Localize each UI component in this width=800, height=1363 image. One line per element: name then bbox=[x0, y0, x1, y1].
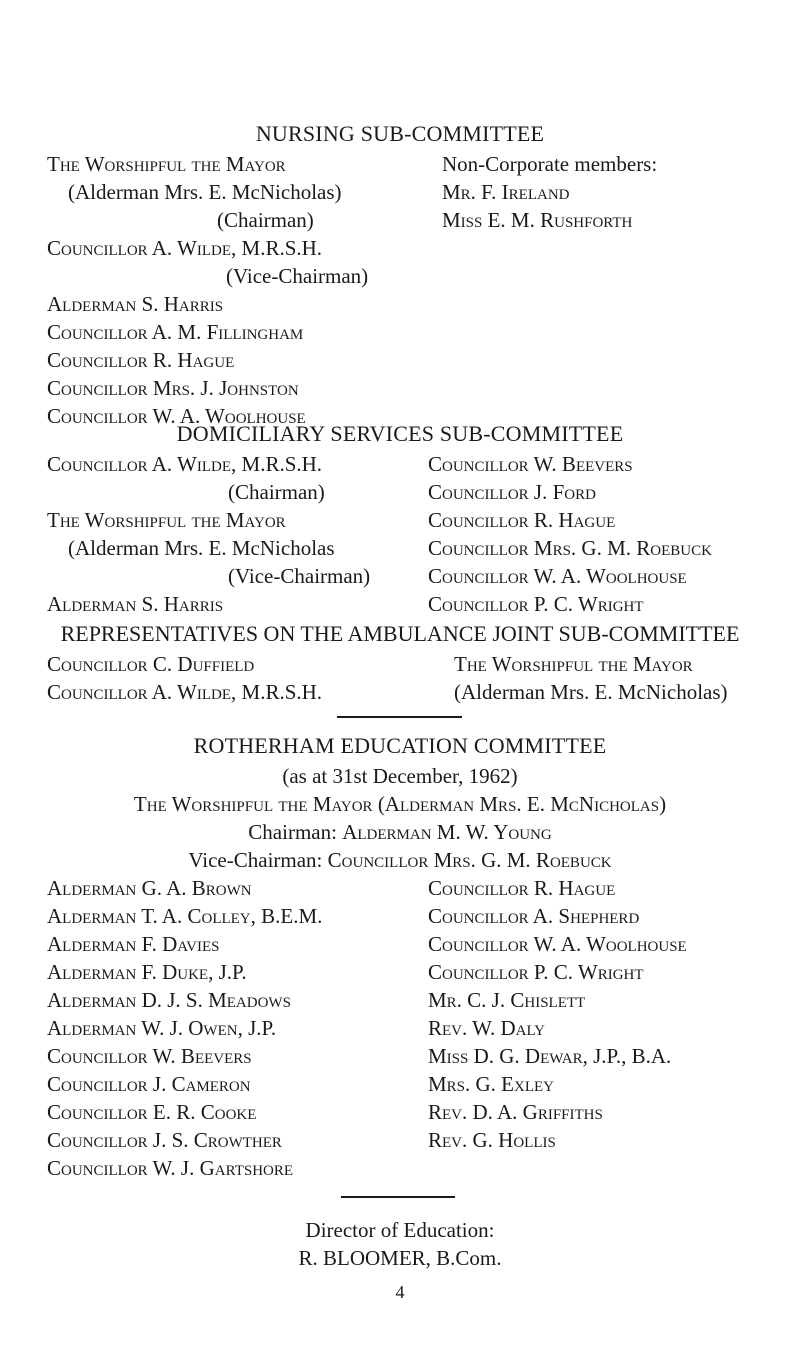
education-vice-chairman-line bbox=[0, 846, 800, 874]
education-member: Mr. C. J. Chislett bbox=[428, 988, 586, 1012]
ambulance-member: Councillor C. Duffield bbox=[47, 652, 255, 676]
domiciliary-role: (Chairman) bbox=[228, 480, 325, 504]
education-member: Councillor E. R. Cooke bbox=[47, 1100, 257, 1124]
non-corporate-label: Non-Corporate members: bbox=[442, 152, 658, 176]
nursing-member: Councillor A. Wilde, M.R.S.H. bbox=[47, 236, 323, 260]
education-member: Mrs. G. Exley bbox=[428, 1072, 555, 1096]
nursing-member-note: (Alderman Mrs. E. McNicholas) bbox=[68, 180, 342, 204]
nursing-heading: NURSING SUB-COMMITTEE bbox=[255, 121, 545, 146]
education-member: Alderman F. Duke, J.P. bbox=[47, 960, 247, 984]
domiciliary-member: Councillor J. Ford bbox=[428, 480, 596, 504]
education-vice-name: Councillor Mrs. G. M. Roebuck bbox=[327, 848, 612, 872]
education-vice-label: Vice-Chairman: bbox=[188, 848, 323, 872]
education-member: Councillor P. C. Wright bbox=[428, 960, 644, 984]
education-member: Alderman G. A. Brown bbox=[47, 876, 252, 900]
domiciliary-member: Councillor P. C. Wright bbox=[428, 592, 644, 616]
ambulance-member: The Worshipful the Mayor bbox=[454, 652, 693, 676]
education-member: Councillor R. Hague bbox=[428, 876, 616, 900]
section-divider bbox=[341, 1196, 455, 1198]
nursing-member: Councillor Mrs. J. Johnston bbox=[47, 376, 299, 400]
education-mayor-line bbox=[0, 790, 800, 818]
education-member: Councillor W. Beevers bbox=[47, 1044, 252, 1068]
nursing-role: (Chairman) bbox=[217, 208, 314, 232]
education-member: Councillor J. Cameron bbox=[47, 1072, 251, 1096]
domiciliary-member: Councillor Mrs. G. M. Roebuck bbox=[428, 536, 712, 560]
ambulance-member-note: (Alderman Mrs. E. McNicholas) bbox=[454, 680, 728, 704]
education-member: Rev. G. Hollis bbox=[428, 1128, 556, 1152]
section-divider bbox=[337, 716, 462, 718]
nursing-member: Councillor A. M. Fillingham bbox=[47, 320, 304, 344]
domiciliary-member: The Worshipful the Mayor bbox=[47, 508, 286, 532]
domiciliary-member: Councillor W. Beevers bbox=[428, 452, 633, 476]
director-label: Director of Education: bbox=[305, 1218, 495, 1242]
non-corporate-member: Miss E. M. Rushforth bbox=[442, 208, 633, 232]
nursing-member: Alderman S. Harris bbox=[47, 292, 224, 316]
domiciliary-member: Councillor W. A. Woolhouse bbox=[428, 564, 687, 588]
nursing-member: Councillor W. A. Woolhouse bbox=[47, 404, 306, 428]
education-member: Miss D. G. Dewar, J.P., B.A. bbox=[428, 1044, 672, 1068]
domiciliary-member: Alderman S. Harris bbox=[47, 592, 224, 616]
nursing-member: The Worshipful the Mayor bbox=[47, 152, 286, 176]
director-name: R. BLOOMER, B.Com. bbox=[298, 1246, 502, 1270]
education-chairman-label: Chairman: bbox=[248, 820, 337, 844]
education-heading: ROTHERHAM EDUCATION COMMITTEE bbox=[193, 733, 607, 758]
ambulance-heading: REPRESENTATIVES ON THE AMBULANCE JOINT SUB-COMMITTEE bbox=[60, 621, 740, 646]
education-member: Alderman T. A. Colley, B.E.M. bbox=[47, 904, 323, 928]
education-member: Rev. D. A. Griffiths bbox=[428, 1100, 603, 1124]
page-number: 4 bbox=[395, 1282, 405, 1302]
domiciliary-member: Councillor A. Wilde, M.R.S.H. bbox=[47, 452, 323, 476]
education-member: Councillor W. J. Gartshore bbox=[47, 1156, 294, 1180]
ambulance-member: Councillor A. Wilde, M.R.S.H. bbox=[47, 680, 323, 704]
education-member: Councillor W. A. Woolhouse bbox=[428, 932, 687, 956]
education-date-note: (as at 31st December, 1962) bbox=[282, 764, 518, 788]
nursing-role: (Vice-Chairman) bbox=[226, 264, 369, 288]
education-member: Alderman F. Davies bbox=[47, 932, 220, 956]
education-member: Councillor J. S. Crowther bbox=[47, 1128, 282, 1152]
education-member: Alderman W. J. Owen, J.P. bbox=[47, 1016, 277, 1040]
education-member: Alderman D. J. S. Meadows bbox=[47, 988, 291, 1012]
non-corporate-member: Mr. F. Ireland bbox=[442, 180, 570, 204]
education-member: Councillor A. Shepherd bbox=[428, 904, 640, 928]
nursing-member: Councillor R. Hague bbox=[47, 348, 235, 372]
domiciliary-role: (Vice-Chairman) bbox=[228, 564, 371, 588]
domiciliary-heading: DOMICILIARY SERVICES SUB-COMMITTEE bbox=[176, 421, 624, 446]
domiciliary-member: Councillor R. Hague bbox=[428, 508, 616, 532]
domiciliary-member-note: (Alderman Mrs. E. McNicholas bbox=[68, 536, 335, 560]
education-member: Rev. W. Daly bbox=[428, 1016, 546, 1040]
education-mayor-text: The Worshipful the Mayor (Alderman Mrs. E. McNicholas) bbox=[133, 792, 667, 816]
education-chairman-line bbox=[0, 818, 800, 846]
education-chairman-name: Alderman M. W. Young bbox=[342, 820, 552, 844]
